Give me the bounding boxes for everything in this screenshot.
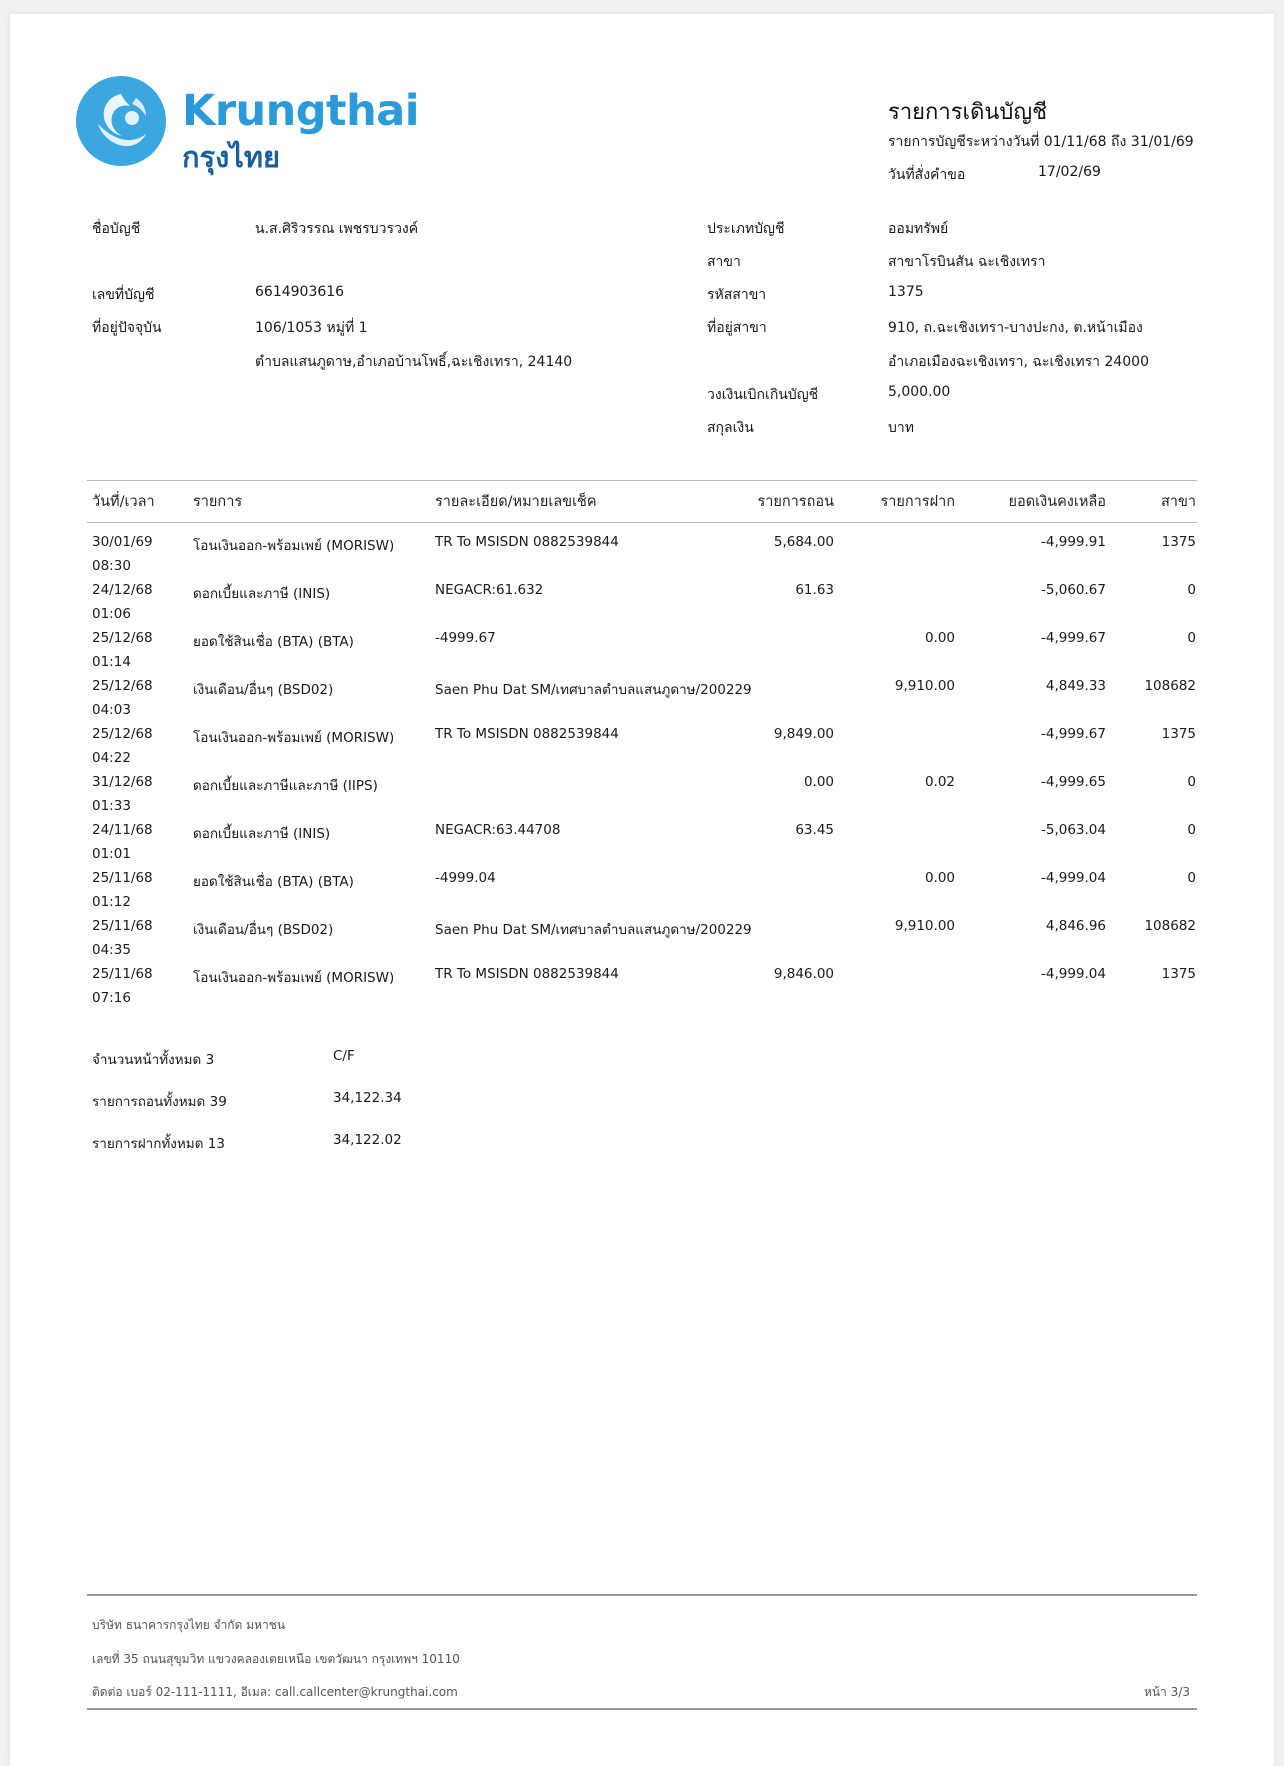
row-time: 08:30 bbox=[92, 558, 131, 574]
row-balance: 4,849.33 bbox=[1045, 678, 1106, 694]
footer-address: เลขที่ 35 ถนนสุขุมวิท แขวงคลองเตยเหนือ เขตวัฒนา กรุงเทพฯ 10110 bbox=[92, 1652, 460, 1666]
account-name: น.ส.ศิริวรรณ เพชรบวรวงค์ bbox=[255, 221, 419, 237]
col-header-deposit: รายการฝาก bbox=[880, 494, 955, 510]
row-branch: 0 bbox=[1187, 582, 1196, 598]
row-date: 25/12/68 bbox=[92, 726, 153, 742]
col-header-balance: ยอดเงินคงเหลือ bbox=[1008, 494, 1106, 510]
bank-name-en: Krungthai bbox=[182, 86, 419, 136]
branch-address-line2: อำเภอเมืองฉะเชิงเทรา, ฉะเชิงเทรา 24000 bbox=[888, 354, 1149, 370]
overdraft-label: วงเงินเบิกเกินบัญชี bbox=[707, 387, 819, 403]
row-date: 24/11/68 bbox=[92, 822, 153, 838]
branch-address-line1: 910, ถ.ฉะเชิงเทรา-บางปะกง, ต.หน้าเมือง bbox=[888, 320, 1143, 336]
account-type-label: ประเภทบัญชี bbox=[707, 221, 785, 237]
branch-label: สาขา bbox=[707, 254, 741, 270]
currency-label: สกุลเงิน bbox=[707, 420, 754, 436]
row-branch: 0 bbox=[1187, 774, 1196, 790]
branch-name: สาขาโรบินสัน ฉะเชิงเทรา bbox=[888, 254, 1046, 270]
row-branch: 0 bbox=[1187, 822, 1196, 838]
period-label: รายการบัญชีระหว่างวันที่ 01/11/68 ถึง 31/01/69 bbox=[888, 134, 1194, 150]
request-date: 17/02/69 bbox=[1038, 164, 1101, 180]
footer-company: บริษัท ธนาคารกรุงไทย จำกัด มหาชน bbox=[92, 1618, 286, 1632]
row-date: 24/12/68 bbox=[92, 582, 153, 598]
row-deposit: 0.00 bbox=[924, 870, 955, 886]
row-item: ดอกเบี้ยและภาษี (INIS) bbox=[193, 826, 331, 842]
table-header-rule bbox=[87, 522, 1197, 523]
col-header-branch: สาขา bbox=[1160, 494, 1196, 510]
row-detail: NEGACR:63.44708 bbox=[435, 822, 561, 838]
row-date: 25/12/68 bbox=[92, 630, 153, 646]
summary-pages-label: จำนวนหน้าทั้งหมด 3 bbox=[92, 1052, 215, 1068]
footer-bottom-rule bbox=[87, 1708, 1197, 1710]
branch-code: 1375 bbox=[888, 284, 924, 300]
row-item: เงินเดือน/อื่นๆ (BSD02) bbox=[193, 682, 334, 698]
row-date: 25/11/68 bbox=[92, 870, 153, 886]
row-time: 01:14 bbox=[92, 654, 131, 670]
col-header-item: รายการ bbox=[193, 494, 243, 510]
row-branch: 0 bbox=[1187, 870, 1196, 886]
row-time: 01:12 bbox=[92, 894, 131, 910]
row-branch: 0 bbox=[1187, 630, 1196, 646]
row-balance: -4,999.04 bbox=[1041, 966, 1106, 982]
row-balance: -4,999.67 bbox=[1041, 630, 1106, 646]
row-detail: Saen Phu Dat SM/เทศบาลตำบลแสนภูดาษ/200229 bbox=[435, 922, 752, 938]
row-time: 07:16 bbox=[92, 990, 131, 1006]
address-label: ที่อยู่ปัจจุบัน bbox=[92, 320, 162, 336]
footer-contact: ติดต่อ เบอร์ 02-111-1111, อีเมล: call.callcenter@krungthai.com bbox=[92, 1685, 458, 1699]
bank-name-th: กรุงไทย bbox=[182, 140, 280, 174]
row-balance: -5,060.67 bbox=[1041, 582, 1106, 598]
row-date: 30/01/69 bbox=[92, 534, 153, 550]
row-balance: -4,999.04 bbox=[1041, 870, 1106, 886]
row-withdraw: 0.00 bbox=[803, 774, 834, 790]
summary-deposit-total: 34,122.02 bbox=[333, 1132, 402, 1148]
row-branch: 108682 bbox=[1144, 918, 1196, 934]
row-branch: 108682 bbox=[1144, 678, 1196, 694]
footer-page-number: หน้า 3/3 bbox=[1144, 1685, 1190, 1699]
row-balance: 4,846.96 bbox=[1045, 918, 1106, 934]
row-deposit: 9,910.00 bbox=[894, 918, 955, 934]
address-line2: ตำบลแสนภูดาษ,อำเภอบ้านโพธิ์,ฉะเชิงเทรา, 24140 bbox=[255, 354, 573, 370]
row-item: ดอกเบี้ยและภาษีและภาษี (IIPS) bbox=[193, 778, 378, 794]
row-time: 01:06 bbox=[92, 606, 131, 622]
row-balance: -5,063.04 bbox=[1041, 822, 1106, 838]
row-detail: Saen Phu Dat SM/เทศบาลตำบลแสนภูดาษ/200229 bbox=[435, 682, 752, 698]
summary-withdraw-label: รายการถอนทั้งหมด 39 bbox=[92, 1094, 227, 1110]
row-date: 25/12/68 bbox=[92, 678, 153, 694]
row-withdraw: 9,846.00 bbox=[773, 966, 834, 982]
summary-cf: C/F bbox=[333, 1048, 355, 1064]
doc-title: รายการเดินบัญชี bbox=[888, 100, 1048, 125]
col-header-datetime: วันที่/เวลา bbox=[92, 494, 155, 510]
row-balance: -4,999.67 bbox=[1041, 726, 1106, 742]
row-date: 25/11/68 bbox=[92, 918, 153, 934]
branch-address-label: ที่อยู่สาขา bbox=[707, 320, 767, 336]
row-time: 04:03 bbox=[92, 702, 131, 718]
row-time: 01:01 bbox=[92, 846, 131, 862]
row-withdraw: 63.45 bbox=[795, 822, 834, 838]
row-item: ดอกเบี้ยและภาษี (INIS) bbox=[193, 586, 331, 602]
currency: บาท bbox=[888, 420, 914, 436]
row-balance: -4,999.91 bbox=[1041, 534, 1106, 550]
row-item: โอนเงินออก-พร้อมเพย์ (MORISW) bbox=[193, 730, 395, 746]
row-date: 25/11/68 bbox=[92, 966, 153, 982]
table-top-rule bbox=[87, 480, 1197, 481]
col-header-detail: รายละเอียด/หมายเลขเช็ค bbox=[435, 494, 597, 510]
row-deposit: 0.00 bbox=[924, 630, 955, 646]
row-item: ยอดใช้สินเชื่อ (BTA) (BTA) bbox=[193, 634, 354, 650]
footer-top-rule bbox=[87, 1594, 1197, 1596]
row-item: โอนเงินออก-พร้อมเพย์ (MORISW) bbox=[193, 538, 395, 554]
row-time: 04:22 bbox=[92, 750, 131, 766]
krungthai-logo-icon bbox=[76, 76, 166, 166]
summary-deposit-label: รายการฝากทั้งหมด 13 bbox=[92, 1136, 225, 1152]
request-date-label: วันที่สั่งคำขอ bbox=[888, 167, 966, 183]
row-item: โอนเงินออก-พร้อมเพย์ (MORISW) bbox=[193, 970, 395, 986]
row-item: เงินเดือน/อื่นๆ (BSD02) bbox=[193, 922, 334, 938]
row-detail: -4999.04 bbox=[435, 870, 496, 886]
row-detail: NEGACR:61.632 bbox=[435, 582, 544, 598]
row-deposit: 0.02 bbox=[924, 774, 955, 790]
account-name-label: ชื่อบัญชี bbox=[92, 221, 141, 237]
row-date: 31/12/68 bbox=[92, 774, 153, 790]
row-time: 01:33 bbox=[92, 798, 131, 814]
account-number-label: เลขที่บัญชี bbox=[92, 287, 155, 303]
account-type: ออมทรัพย์ bbox=[888, 221, 949, 237]
row-withdraw: 5,684.00 bbox=[773, 534, 834, 550]
row-balance: -4,999.65 bbox=[1041, 774, 1106, 790]
overdraft-amount: 5,000.00 bbox=[888, 384, 951, 400]
address-line1: 106/1053 หมู่ที่ 1 bbox=[255, 320, 368, 336]
row-deposit: 9,910.00 bbox=[894, 678, 955, 694]
row-detail: TR To MSISDN 0882539844 bbox=[435, 534, 619, 550]
row-branch: 1375 bbox=[1161, 966, 1196, 982]
row-time: 04:35 bbox=[92, 942, 131, 958]
row-withdraw: 61.63 bbox=[795, 582, 834, 598]
summary-withdraw-total: 34,122.34 bbox=[333, 1090, 402, 1106]
row-detail: -4999.67 bbox=[435, 630, 496, 646]
row-detail: TR To MSISDN 0882539844 bbox=[435, 726, 619, 742]
row-item: ยอดใช้สินเชื่อ (BTA) (BTA) bbox=[193, 874, 354, 890]
row-detail: TR To MSISDN 0882539844 bbox=[435, 966, 619, 982]
col-header-withdraw: รายการถอน bbox=[757, 494, 834, 510]
row-withdraw: 9,849.00 bbox=[773, 726, 834, 742]
account-number: 6614903616 bbox=[255, 284, 345, 300]
row-branch: 1375 bbox=[1161, 534, 1196, 550]
branch-code-label: รหัสสาขา bbox=[707, 287, 767, 303]
row-branch: 1375 bbox=[1161, 726, 1196, 742]
